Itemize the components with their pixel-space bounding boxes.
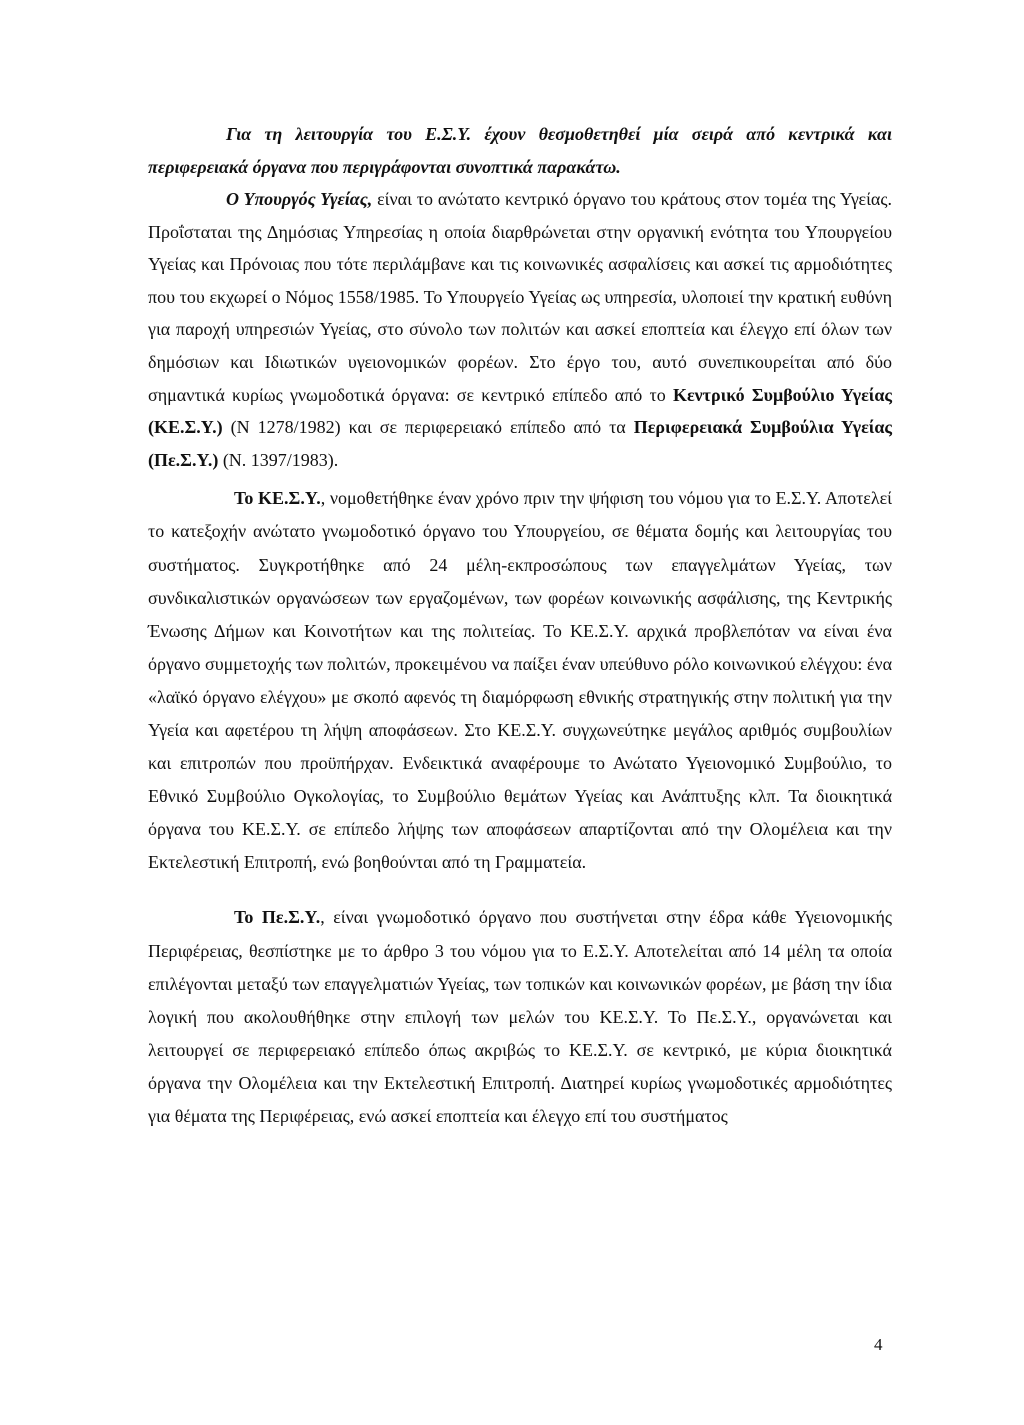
minister-term: Ο Υπουργός Υγείας, bbox=[226, 189, 373, 209]
intro-text: Για τη λειτουργία του Ε.Σ.Υ. έχουν θεσμοθετηθεί μία σειρά από κεντρικά και περιφερειακά όργανα που περιγράφονται συνοπτικά παρακάτω. bbox=[148, 124, 892, 177]
pesy-heading-term: Το Πε.Σ.Υ. bbox=[234, 907, 321, 928]
kesy-description: , νομοθετήθηκε έναν χρόνο πριν την ψήφιση του νόμου για το Ε.Σ.Υ. Αποτελεί το κατεξοχήν ανώτατο γνωμοδοτικό όργανο του Υπουργείου, σε θέματα δομής και λειτουργίας του συστήματος. Συγκροτήθηκε από 24 μέλη-εκπροσώπους των επαγγελμάτων Υγείας, των συνδικαλιστικών οργανώσεων των εργαζομένων, των φορέων κοινωνικής ασφάλισης, της Κεντρικής Ένωσης Δήμων και Κοινοτήτων και της πολιτείας. Το ΚΕ.Σ.Υ. αρχικά προβλεπόταν να είναι ένα όργανο συμμετοχής των πολιτών, προκειμένου να παίξει έναν υπεύθυνο ρόλο κοινωνικού ελέγχου: ένα «λαϊκό όργανο ελέγχου» με σκοπό αφενός τη διαμόρφωση εθνικής στρατηγικής στην πολιτική για την Υγεία και αφετέρου τη λήψη αποφάσεων. Στο ΚΕ.Σ.Υ. συγχωνεύτηκε μεγάλος αριθμός συμβουλίων και επιτροπών που προϋπήρχαν. Ενδεικτικά αναφέρουμε το Ανώτατο Υγειονομικό Συμβούλιο, το Εθνικό Συμβούλιο Ογκολογίας, το Συμβούλιο θεμάτων Υγείας και Ανάπτυξης κλπ. Τα διοικητικά όργανα του ΚΕ.Σ.Υ. σε επίπεδο λήψης των αποφάσεων απαρτίζονται από την Ολομέλεια και την Εκτελεστική Επιτροπή, ενώ βοηθούνται από τη Γραμματεία. bbox=[148, 488, 892, 873]
kesy-law-text: (Ν 1278/1982) και σε περιφερειακό επίπεδο από τα bbox=[222, 417, 634, 438]
page-number: 4 bbox=[874, 1335, 883, 1354]
pesy-law-text: (Ν. 1397/1983). bbox=[218, 449, 339, 470]
kesy-term: Κεντρικό Συμβούλιο Υγείας (ΚΕ.Σ.Υ.) bbox=[148, 384, 892, 438]
paragraph-pesy bbox=[148, 901, 892, 1133]
paragraph-intro bbox=[148, 118, 892, 183]
paragraph-minister bbox=[148, 183, 892, 476]
kesy-heading-term: Το ΚΕ.Σ.Υ. bbox=[234, 488, 321, 509]
pesy-term: Περιφερειακά Συμβούλια Υγείας (Πε.Σ.Υ.) bbox=[148, 417, 892, 470]
pesy-description: , είναι γνωμοδοτικό όργανο που συστήνεται στην έδρα κάθε Υγειονομικής Περιφέρειας, θεσπίστηκε με το άρθρο 3 του νόμου για το Ε.Σ.Υ. Αποτελείται από 14 μέλη τα οποία επιλέγονται μεταξύ των επαγγελματιών Υγείας, των τοπικών και κοινωνικών φορέων, με βάση την ίδια λογική που ακολουθήθηκε στην επιλογή των μελών του ΚΕ.Σ.Υ. Το Πε.Σ.Υ., οργανώνεται και λειτουργεί σε περιφερειακό επίπεδο όπως ακριβώς το ΚΕ.Σ.Υ. σε κεντρικό, με κύρια διοικητικά όργανα την Ολομέλεια και την Εκτελεστική Επιτροπή. Διατηρεί κυρίως γνωμοδοτικές αρμοδιότητες για θέματα της Περιφέρειας, ενώ ασκεί εποπτεία και έλεγχο επί του συστήματος bbox=[148, 907, 892, 1127]
minister-text: είναι το ανώτατο κεντρικό όργανο του κράτους στον τομέα της Υγείας. Προΐσταται της Δημόσιας Υπηρεσίας η οποία διαρθρώνεται στην οργανική ενότητα του Υπουργείου Υγείας και Πρόνοιας που τότε περιλάμβανε και τις κοινωνικές ασφαλίσεις και ασκεί τις αρμοδιότητες που του εκχωρεί ο Νόμος 1558/1985. Το Υπουργείο Υγείας ως υπηρεσία, υλοποιεί την κρατική ευθύνη για παροχή υπηρεσιών Υγείας, στο σύνολο των πολιτών και ασκεί εποπτεία και έλεγχο επί όλων των δημόσιων και Ιδιωτικών υγειονομικών φορέων. Στο έργο του, αυτό συνεπικουρείται από δύο σημαντικά κυρίως γνωμοδοτικά όργανα: σε κεντρικό επίπεδο από το bbox=[148, 189, 892, 405]
paragraph-kesy bbox=[148, 482, 892, 879]
document-body bbox=[148, 118, 892, 1133]
